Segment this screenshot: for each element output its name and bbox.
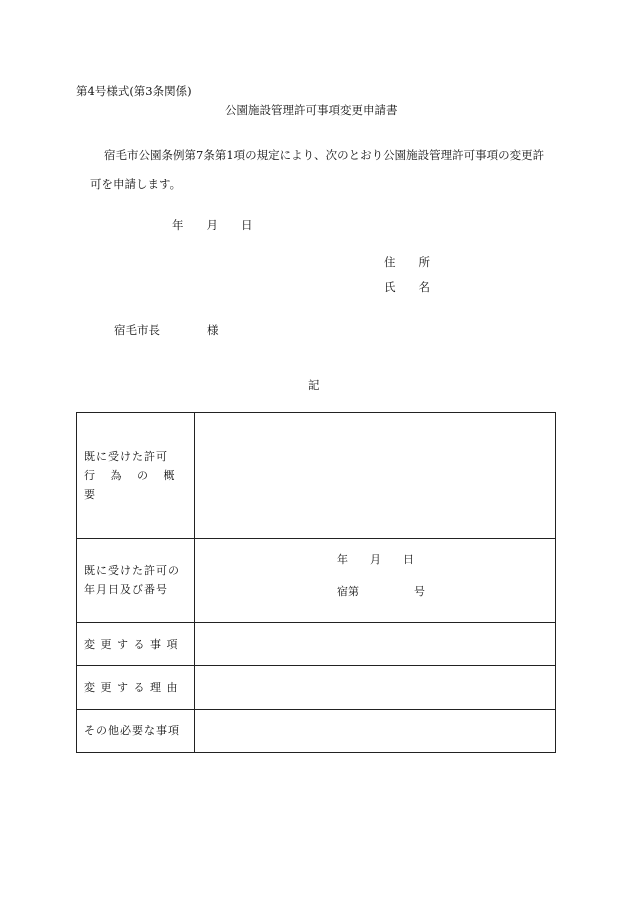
value-cell-prior-permit-summary[interactable] [195,413,556,539]
value-cell-change-reason[interactable] [195,666,556,709]
table-row [77,623,556,666]
row-label-prior-permit-summary: 既に受けた許可 行 為 の 概 要 [77,413,195,539]
form-number: 第4号様式(第3条関係) [76,84,192,98]
value-cell-prior-permit-date-number[interactable] [195,538,556,622]
table-row [77,413,556,539]
ki-heading: 記 [308,378,320,392]
address-label: 住 所 [384,255,430,269]
honorific: 様 [207,323,219,337]
value-cell-change-items[interactable] [195,623,556,666]
permit-date-value: 年 月 日 [337,552,414,566]
table-row [77,538,556,622]
row-label-change-reason: 変 更 す る 理 由 [77,666,195,709]
form-title: 公園施設管理許可事項変更申請書 [225,103,398,117]
addressee: 宿毛市長 [114,323,160,337]
application-table [76,412,556,753]
row-label-other-items: その他必要な事項 [77,709,195,752]
permit-number-value: 宿第 号 [337,584,425,598]
table-row [77,709,556,752]
statement-line-1: 宿毛市公園条例第7条第1項の規定により、次のとおり公園施設管理許可事項の変更許 [104,148,545,162]
table-row [77,666,556,709]
row-label-prior-permit-date-number: 既に受けた許可の 年月日及び番号 [77,538,195,622]
application-date: 年 月 日 [172,218,253,232]
value-cell-other-items[interactable] [195,709,556,752]
row-label-change-items: 変 更 す る 事 項 [77,623,195,666]
statement-line-2: 可を申請します。 [90,177,182,191]
name-label: 氏 名 [384,280,430,294]
